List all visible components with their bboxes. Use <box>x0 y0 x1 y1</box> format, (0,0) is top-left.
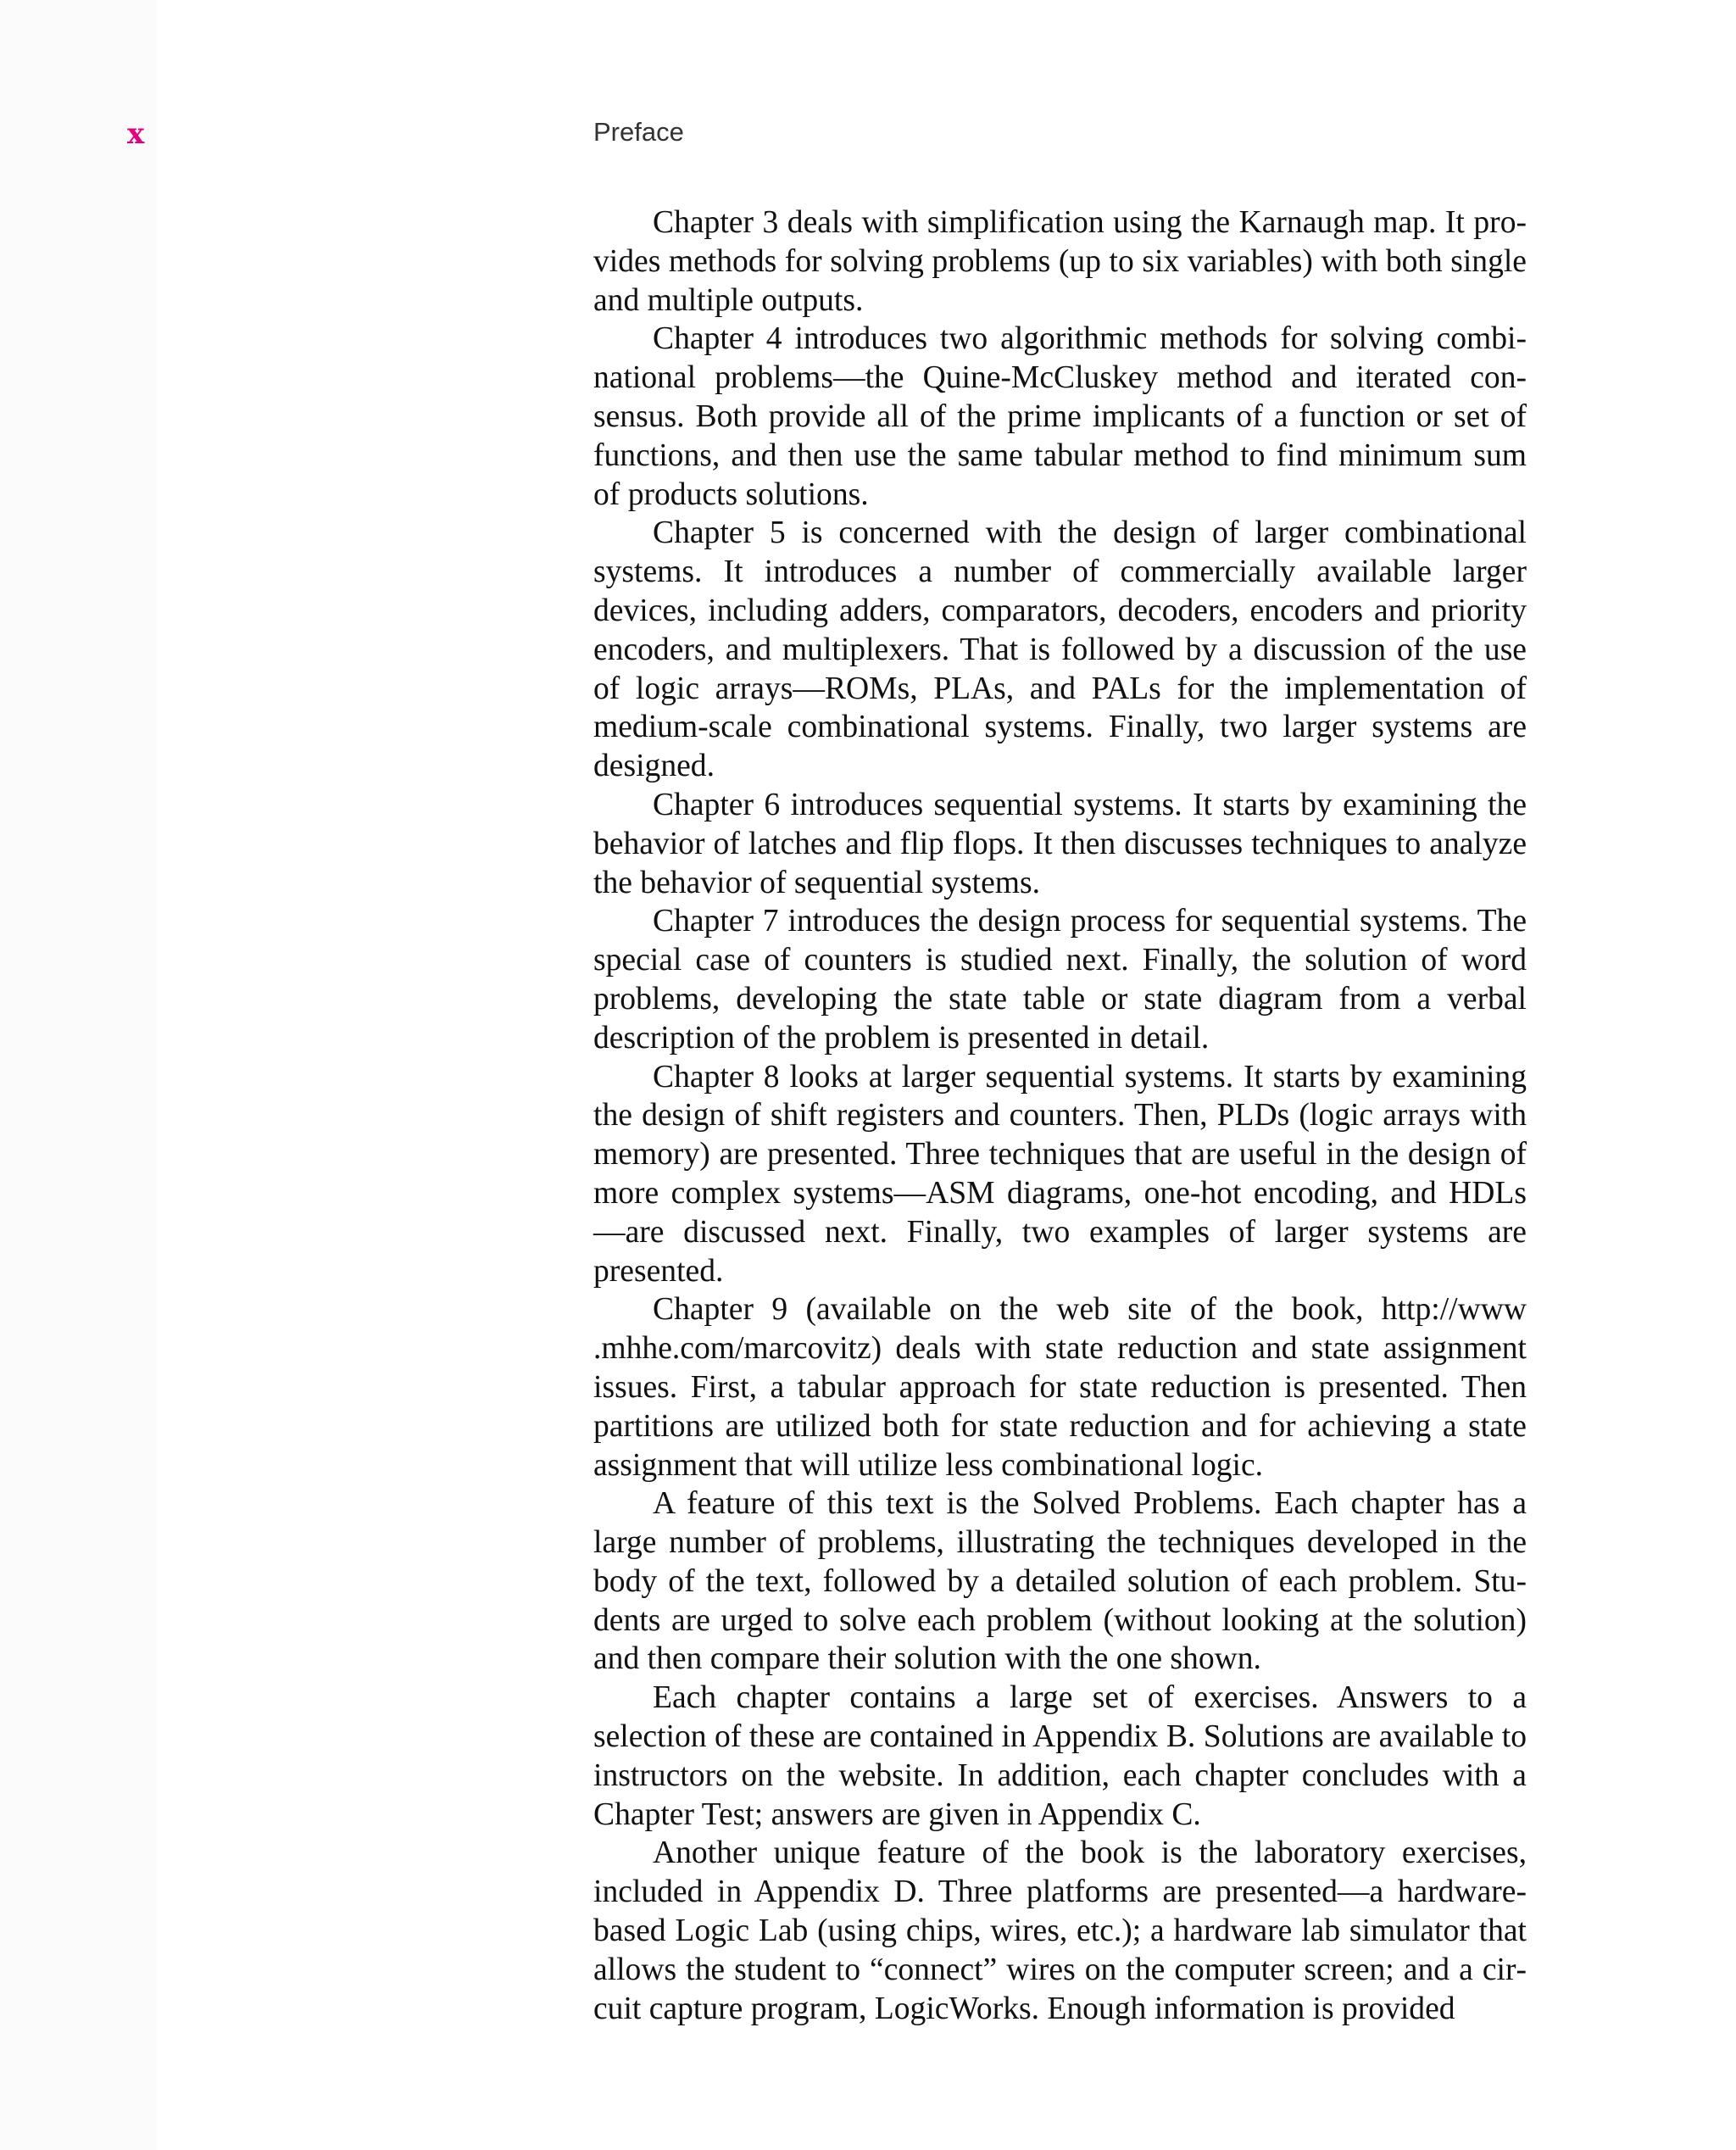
paragraph-exercises: Each chapter contains a large set of exercises. Answers to a selection of these are contained in Appendix B. Solutions are available to instructors on the website. In addition, each chapter concludes with a Chapter Test; answers are given in Appendix C. <box>593 1680 1527 1832</box>
paragraph-chapter-5: Chapter 5 is concerned with the design of larger combinational systems. It introduces a number of commercially available larger devices, including adders, comparators, decoders, encoders and priority encoders, and multiplexers. That is followed by a discussion of the use of logic arrays—ROMs, PLAs, and PALs for the implementation of medium-scale combinational systems. Finally, two larger systems are designed. <box>593 515 1527 784</box>
paragraph-laboratory: Another unique feature of the book is the laboratory exercises, included in Appendix D. Three platforms are presented—a hardware-based Logic Lab (using chips, wires, etc.); a hardware lab simulator that allows the student to “connect” wires on the computer screen; and a circuit capture program, LogicWorks. Enough information is provided <box>593 1835 1527 2026</box>
paragraph-chapter-4: Chapter 4 introduces two algorithmic methods for solving combinational problems—the Quine-McCluskey method and iterated consensus. Both provide all of the prime implicants of a function or set of functions, and then use the same tabular method to find minimum sum of products solutions. <box>593 321 1527 512</box>
paragraph-chapter-7: Chapter 7 introduces the design process for sequential systems. The special case of counters is studied next. Finally, the solution of word problems, developing the state table or state diagram from a verbal description of the problem is presented in detail. <box>593 904 1527 1056</box>
page-margin-shade <box>0 0 157 2150</box>
paragraph-chapter-9: Chapter 9 (available on the web site of the book, http://www​.mhhe.com/marcovitz) deals with state reduction and state assignment issues. First, a tabular approach for state reduction is presented. Then partitions are utilized both for state reduction and for achieving a state assignment that will utilize less combinational logic. <box>593 1292 1527 1483</box>
paragraph-chapter-3: Chapter 3 deals with simplification using the Karnaugh map. It provides methods for solving problems (up to six variables) with both single and multiple outputs. <box>593 205 1527 318</box>
page-number: x <box>127 117 145 151</box>
body-text <box>593 203 1527 2028</box>
paragraph-chapter-6: Chapter 6 introduces sequential systems. It starts by examining the behavior of latches and flip flops. It then discusses techniques to analyze the behavior of sequential systems. <box>593 787 1527 900</box>
paragraph-solved-problems: A feature of this text is the Solved Problems. Each chapter has a large number of problems, illustrating the techniques developed in the body of the text, followed by a detailed solution of each problem. Students are urged to solve each problem (without looking at the solution) and then compare their solution with the one shown. <box>593 1486 1527 1677</box>
paragraph-chapter-8: Chapter 8 looks at larger sequential systems. It starts by examining the design of shift registers and counters. Then, PLDs (logic arrays with memory) are presented. Three techniques that are useful in the design of more complex systems—ASM diagrams, one-hot encoding, and HDLs—are discussed next. Finally, two examples of larger systems are presented. <box>593 1059 1527 1289</box>
running-head: Preface <box>593 117 684 147</box>
